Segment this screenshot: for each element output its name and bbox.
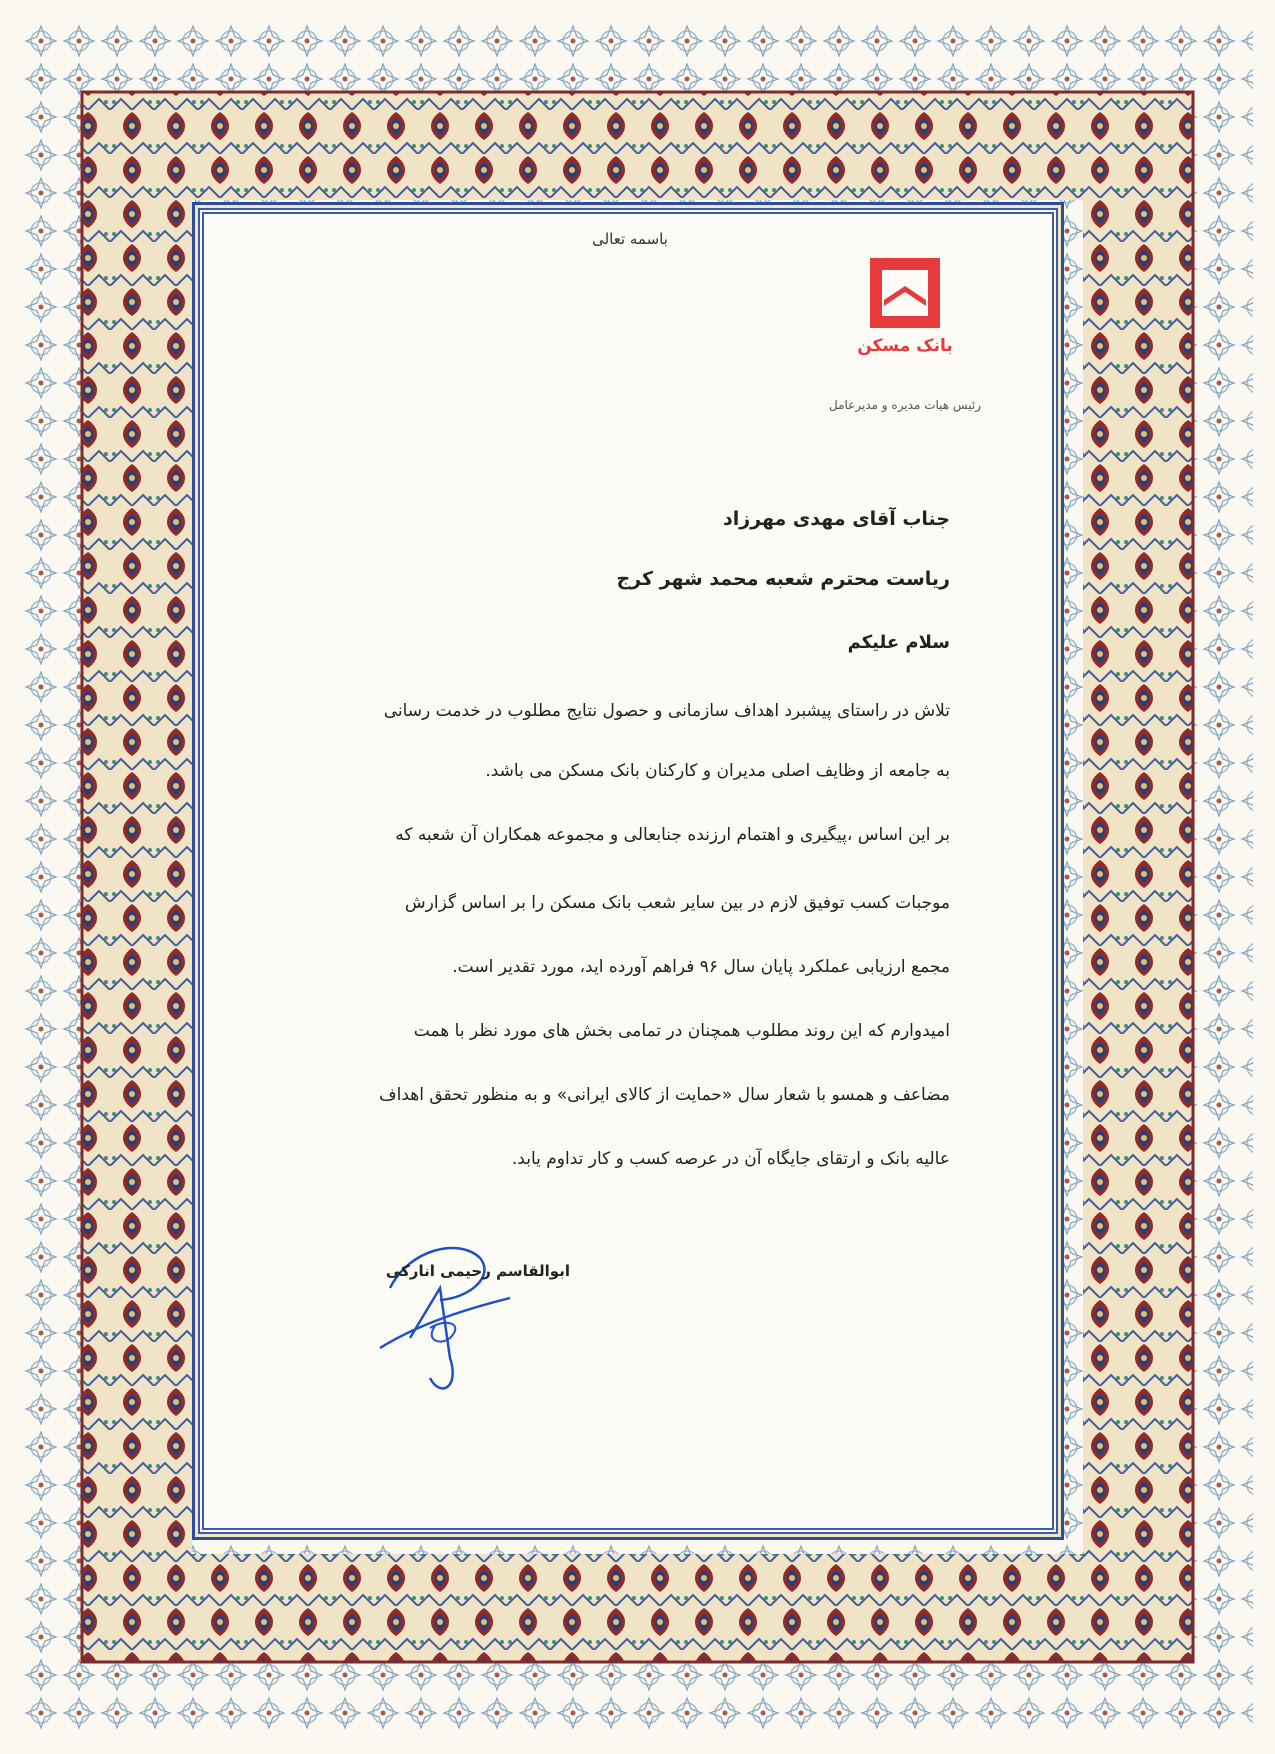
signatory-name: ابوالقاسم رحیمی انارکی: [385, 1262, 570, 1280]
body-line: عالیه بانک و ارتقای جایگاه آن در عرصه کسب و کار تداوم یابد.: [511, 1149, 950, 1169]
signature-mark: [370, 1228, 520, 1398]
greeting: سلام علیکم: [847, 632, 950, 653]
body-line: امیدوارم که این روند مطلوب همچنان در تمامی بخش های مورد نظر با همت: [413, 1021, 950, 1041]
body-line: موجبات کسب توفیق لازم در بین سایر شعب بانک مسکن را بر اساس گزارش: [404, 893, 950, 913]
body-line: تلاش در راستای پیشبرد اهداف سازمانی و حصول نتایج مطلوب در خدمت رسانی: [383, 701, 950, 721]
bank-name: بانک مسکن: [857, 336, 953, 356]
recipient-position: ریاست محترم شعبه محمد شهر کرج: [616, 568, 950, 590]
recipient-name: جناب آقای مهدی مهرزاد: [722, 508, 950, 530]
body-line: به جامعه از وظایف اصلی مدیران و کارکنان بانک مسکن می باشد.: [485, 761, 950, 781]
bank-logo: [870, 258, 940, 328]
body-line: مضاعف و همسو با شعار سال «حمایت از کالای ایرانی» و به منظور تحقق اهداف: [379, 1085, 950, 1105]
roof-icon: [882, 280, 928, 306]
body-line: مجمع ارزیابی عملکرد پایان سال ۹۶ فراهم آورده اید، مورد تقدیر است.: [452, 957, 950, 977]
invocation-text: باسمه تعالی: [592, 230, 668, 248]
body-line: بر این اساس ،پیگیری و اهتمام ارزنده جنابعالی و مجموعه همکاران آن شعبه که: [395, 825, 950, 845]
sender-title: رئیس هیات مدیره و مدیرعامل: [828, 398, 981, 412]
